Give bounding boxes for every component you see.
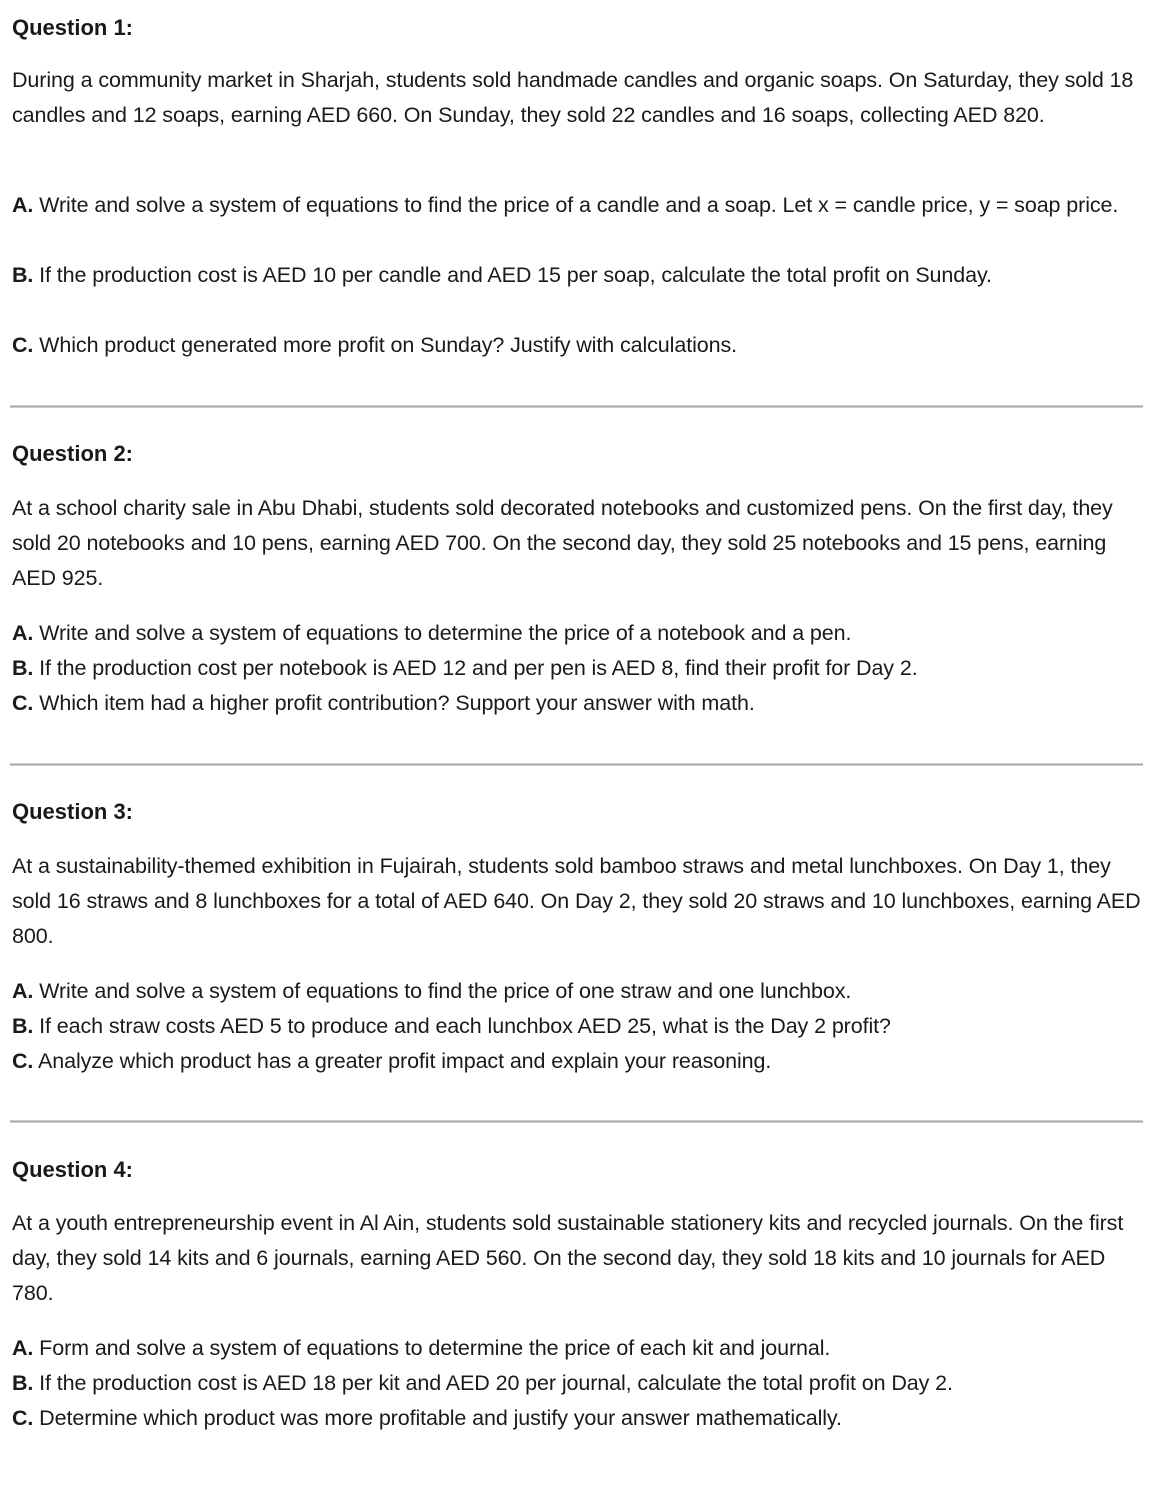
question-part-b [12, 651, 1152, 686]
question-title: Question 4: [12, 1157, 134, 1182]
question-title: Question 2: [12, 441, 134, 466]
part-label: A. [12, 1336, 34, 1360]
question-part-b [12, 258, 1152, 293]
part-label: A. [12, 621, 34, 645]
part-text: Write and solve a system of equations to find the price of a candle and a soap. Let x = candle price, y = soap price. [33, 193, 1119, 217]
question-part-a [12, 1331, 1152, 1366]
part-label: C. [12, 1406, 34, 1430]
question-title: Question 1: [12, 15, 134, 40]
part-text: Write and solve a system of equations to determine the price of a notebook and a pen. [33, 621, 852, 645]
part-text: Form and solve a system of equations to determine the price of each kit and journal. [33, 1336, 831, 1360]
part-text: Which product generated more profit on Sunday? Justify with calculations. [33, 333, 737, 357]
question-intro: At a sustainability-themed exhibition in Fujairah, students sold bamboo straws and metal lunchboxes. On Day 1, they sold 16 straws and 8 lunchboxes for a total of AED 640. On Day 2, they sold 20 straws and 10 lunchboxes, earning AED 800. [12, 854, 1141, 948]
part-text: If the production cost is AED 18 per kit and AED 20 per journal, calculate the total profit on Day 2. [33, 1371, 953, 1395]
part-text: Analyze which product has a greater profit impact and explain your reasoning. [33, 1049, 772, 1073]
question-part-b [12, 1366, 1152, 1401]
question-part-a [12, 616, 1152, 651]
part-label: B. [12, 656, 34, 680]
part-text: Determine which product was more profitable and justify your answer mathematically. [33, 1406, 842, 1430]
question-intro: At a youth entrepreneurship event in Al Ain, students sold sustainable stationery kits and recycled journals. On the first day, they sold 14 kits and 6 journals, earning AED 560. On the second day, they sold 18 kits and 10 journals for AED 780. [12, 1211, 1124, 1305]
part-text: Which item had a higher profit contribution? Support your answer with math. [33, 691, 755, 715]
part-label: A. [12, 193, 34, 217]
part-label: C. [12, 333, 34, 357]
part-text: Write and solve a system of equations to find the price of one straw and one lunchbox. [33, 979, 852, 1003]
part-label: C. [12, 1049, 34, 1073]
part-text: If the production cost per notebook is AED 12 and per pen is AED 8, find their profit for Day 2. [33, 656, 918, 680]
question-part-c [12, 686, 1152, 721]
question-title: Question 3: [12, 799, 134, 824]
question-part-a [12, 188, 1152, 223]
question-intro: At a school charity sale in Abu Dhabi, students sold decorated notebooks and customized pens. On the first day, they sold 20 notebooks and 10 pens, earning AED 700. On the second day, they sold 25 notebooks and 15 pens, earning AED 925. [12, 496, 1113, 590]
question-part-c [12, 1401, 1152, 1436]
part-label: A. [12, 979, 34, 1003]
question-part-a [12, 974, 1152, 1009]
section-divider [10, 1120, 1143, 1123]
part-text: If the production cost is AED 10 per candle and AED 15 per soap, calculate the total profit on Sunday. [33, 263, 992, 287]
part-text: If each straw costs AED 5 to produce and each lunchbox AED 25, what is the Day 2 profit? [33, 1014, 891, 1038]
section-divider [10, 405, 1143, 408]
part-label: C. [12, 691, 34, 715]
section-divider [10, 763, 1143, 766]
question-part-c [12, 1044, 1152, 1079]
part-label: B. [12, 1371, 34, 1395]
part-label: B. [12, 263, 34, 287]
question-part-b [12, 1009, 1152, 1044]
question-intro: During a community market in Sharjah, students sold handmade candles and organic soaps. On Saturday, they sold 18 candles and 12 soaps, earning AED 660. On Sunday, they sold 22 candles and 16 soaps, collecting AED 820. [12, 68, 1134, 127]
question-part-c [12, 328, 1152, 363]
part-label: B. [12, 1014, 34, 1038]
